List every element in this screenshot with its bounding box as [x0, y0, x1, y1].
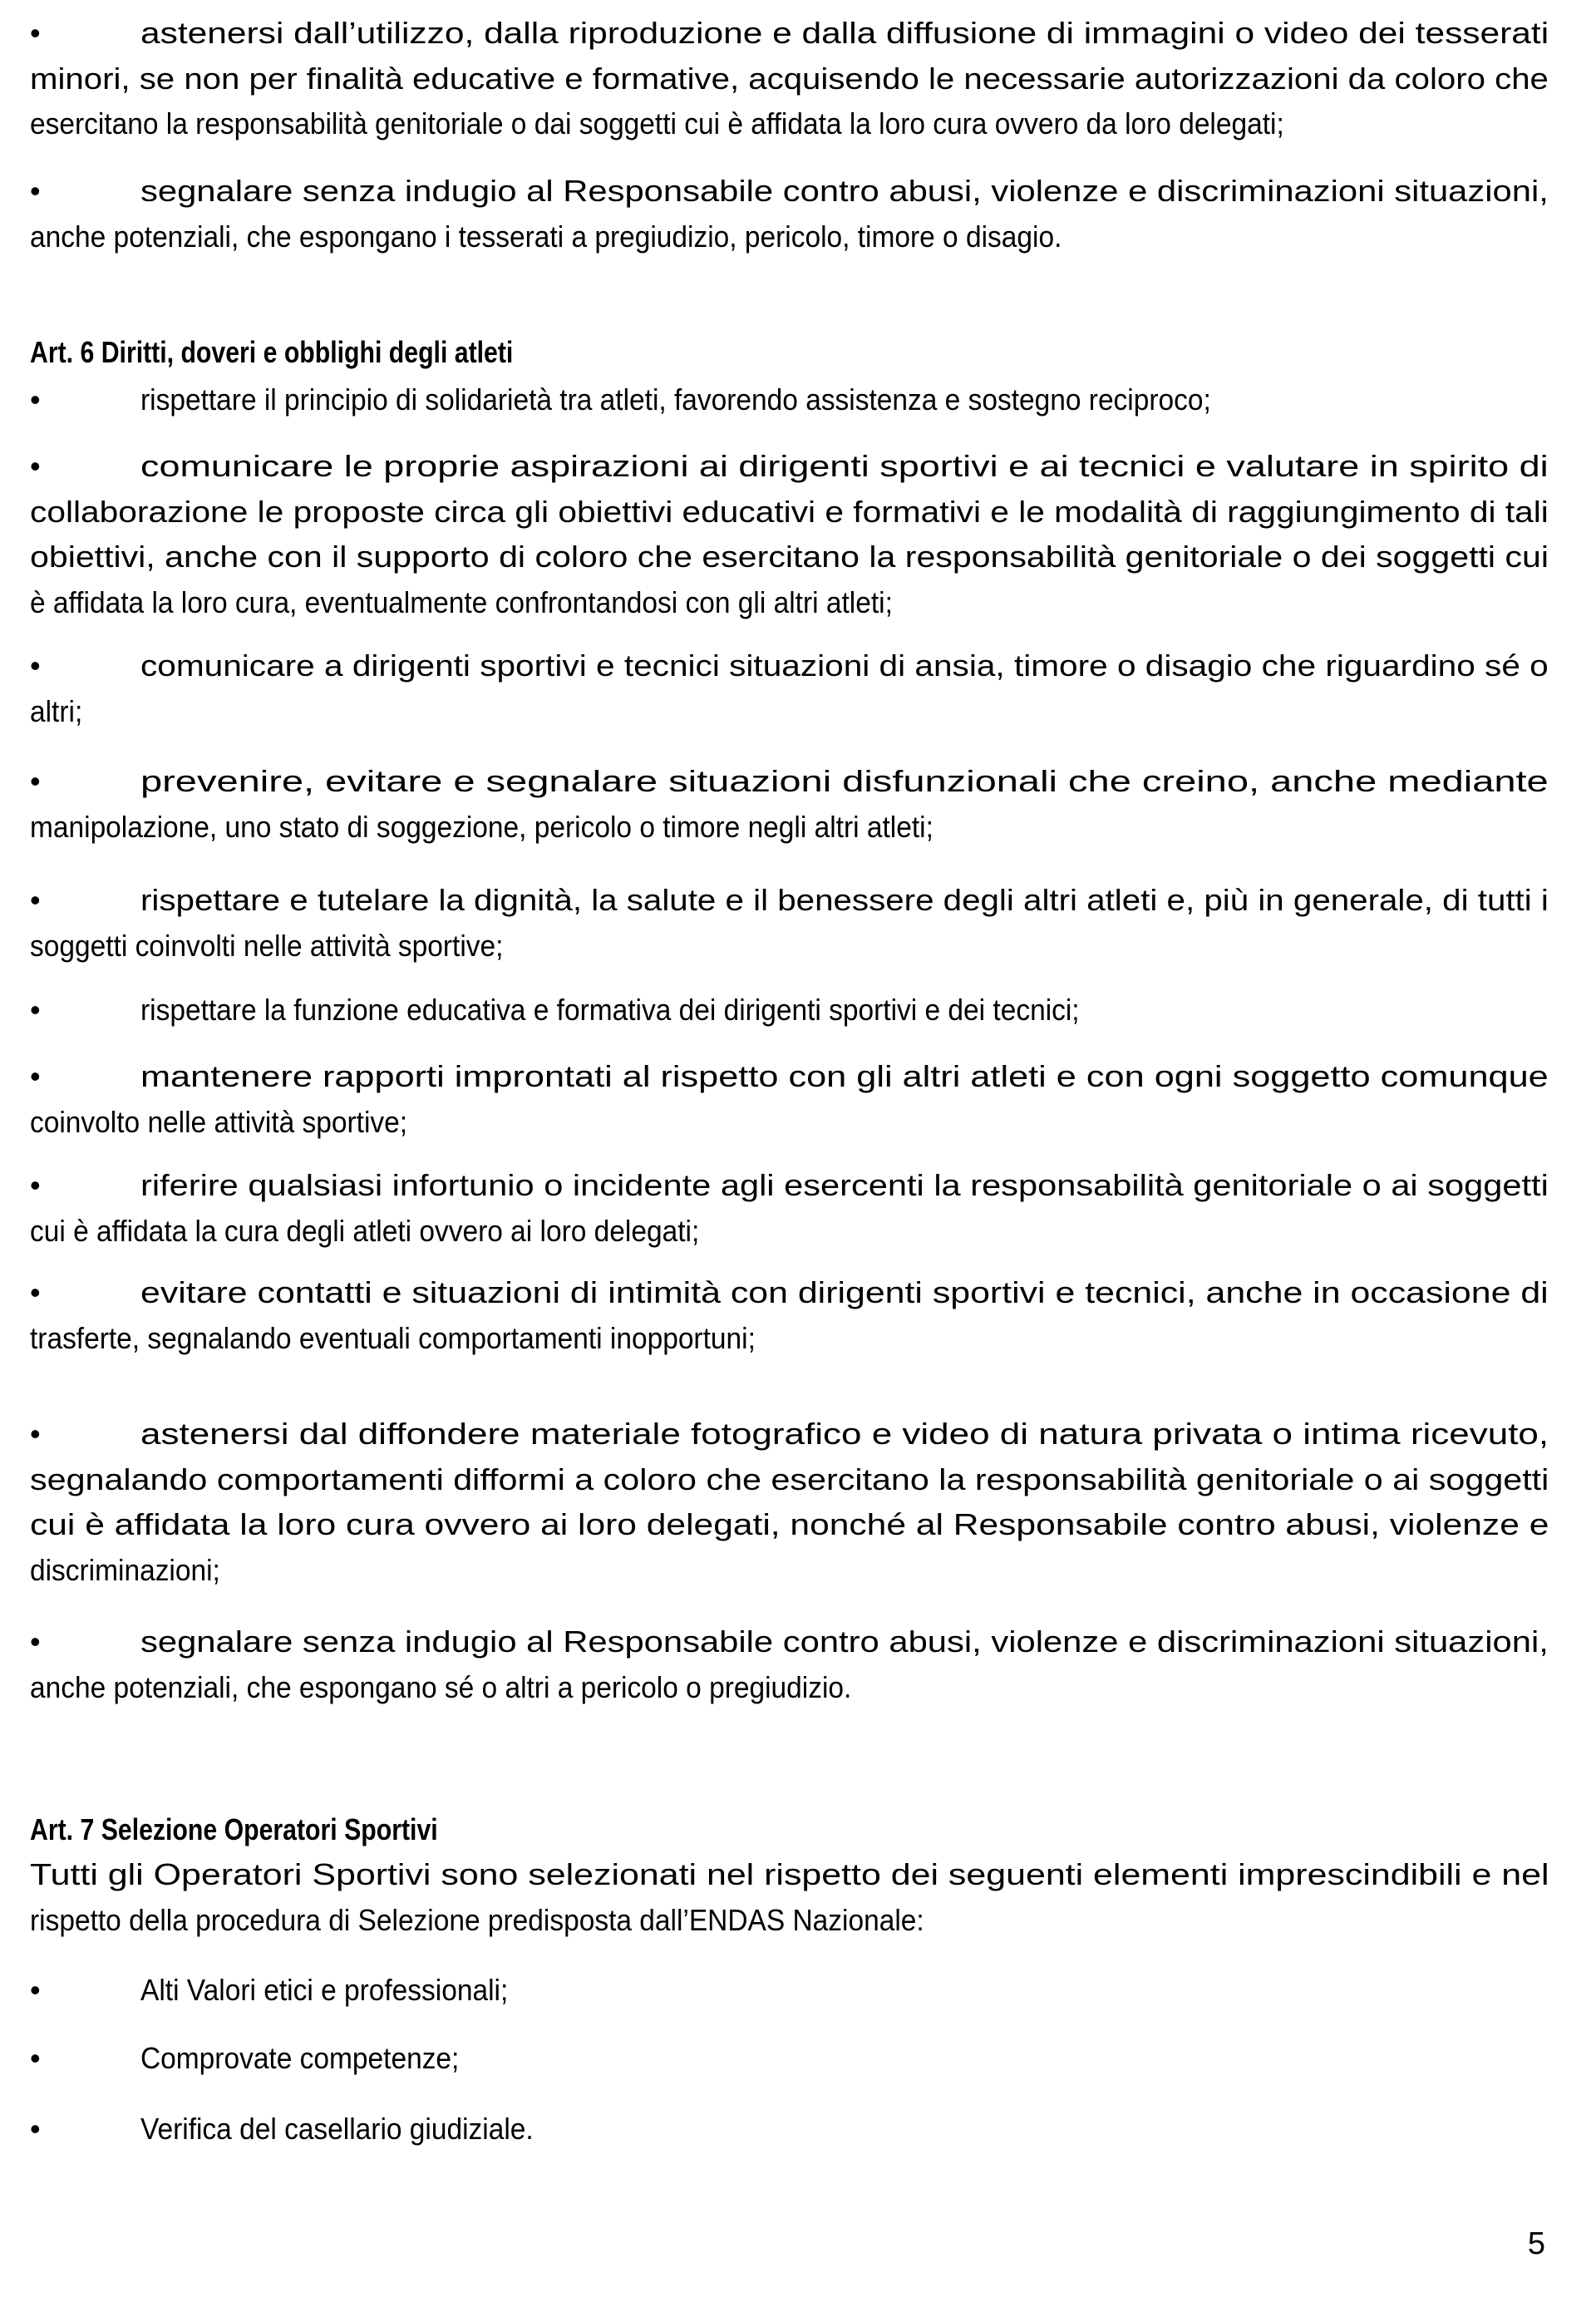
intro-paragraph: [30, 1852, 1549, 1943]
text-line: rispetto della procedura di Selezione predisposta dall’ENDAS Nazionale:: [30, 1902, 924, 1937]
bullet-icon: •: [30, 2041, 41, 2075]
text-line: altri;: [30, 693, 83, 728]
bullet-icon: •: [30, 1973, 41, 2007]
text-line: collaborazione le proposte circa gli obiettivi educativi e formativi e le modalità di raggiungimento di tali: [30, 494, 1549, 529]
heading-text: Art. 7 Selezione Operatori Sportivi: [30, 1812, 438, 1846]
page-number: 5: [1527, 2226, 1545, 2261]
list-item: [30, 988, 1549, 1033]
bullet-icon: •: [30, 16, 41, 50]
bullet-icon: •: [30, 993, 41, 1027]
bullet-icon: •: [30, 883, 41, 917]
list-item: [30, 11, 1549, 147]
text-line: minori, se non per finalità educative e formative, acquisendo le necessarie autorizzazioni da coloro che: [30, 61, 1549, 96]
bullet-icon: •: [30, 1624, 41, 1659]
text-line: segnalando comportamenti difformi a coloro che esercitano la responsabilità genitoriale o ai soggetti: [30, 1462, 1549, 1496]
bullet-icon: •: [30, 1059, 41, 1093]
text-line: manipolazione, uno stato di soggezione, pericolo o timore negli altri atleti;: [30, 809, 933, 844]
bullet-icon: •: [30, 1417, 41, 1451]
text-line: Verifica del casellario giudiziale.: [140, 2112, 534, 2146]
text-line: prevenire, evitare e segnalare situazioni disfunzionali che creino, anche mediante: [140, 764, 1549, 798]
list-item: [30, 759, 1549, 850]
bullet-icon: •: [30, 1275, 41, 1309]
bullet-icon: •: [30, 1168, 41, 1202]
text-line: segnalare senza indugio al Responsabile contro abusi, violenze e discriminazioni situazioni,: [140, 1624, 1549, 1659]
text-line: è affidata la loro cura, eventualmente confrontandosi con gli altri atleti;: [30, 584, 893, 619]
list-item: [30, 444, 1549, 625]
text-line: anche potenziali, che espongano sé o altri a pericolo o pregiudizio.: [30, 1669, 852, 1704]
text-line: segnalare senza indugio al Responsabile contro abusi, violenze e discriminazioni situazioni,: [140, 174, 1549, 208]
bullet-icon: •: [30, 2112, 41, 2146]
text-line: Comprovate competenze;: [140, 2041, 460, 2075]
text-line: trasferte, segnalando eventuali comportamenti inopportuni;: [30, 1320, 756, 1355]
text-line: comunicare le proprie aspirazioni ai dirigenti sportivi e ai tecnici e valutare in spirito di: [140, 449, 1549, 483]
bullet-icon: •: [30, 174, 41, 208]
list-item: [30, 2107, 1549, 2152]
bullet-icon: •: [30, 449, 41, 483]
list-item: [30, 1412, 1549, 1593]
list-item: [30, 1619, 1549, 1710]
text-line: astenersi dall’utilizzo, dalla riproduzione e dalla diffusione di immagini o video dei tesserati: [140, 16, 1549, 50]
section-heading-art7: [30, 1807, 1549, 1853]
list-item: [30, 1270, 1549, 1361]
bullet-icon: •: [30, 648, 41, 683]
text-line: rispettare il principio di solidarietà tra atleti, favorendo assistenza e sostegno reciproco;: [140, 382, 1211, 417]
text-line: riferire qualsiasi infortunio o incidente agli esercenti la responsabilità genitoriale o ai soggetti: [140, 1168, 1549, 1202]
list-item: [30, 643, 1549, 734]
text-line: anche potenziali, che espongano i tesserati a pregiudizio, pericolo, timore o disagio.: [30, 219, 1062, 254]
text-line: rispettare la funzione educativa e formativa dei dirigenti sportivi e dei tecnici;: [140, 993, 1080, 1027]
text-line: esercitano la responsabilità genitoriale o dai soggetti cui è affidata la loro cura ovvero da loro delegati;: [30, 106, 1284, 140]
list-item: [30, 169, 1549, 259]
section-heading-art6: [30, 330, 1549, 376]
heading-text: Art. 6 Diritti, doveri e obblighi degli atleti: [30, 335, 514, 369]
list-item: [30, 1163, 1549, 1254]
text-line: Tutti gli Operatori Sportivi sono selezionati nel rispetto dei seguenti elementi imprescindibili e nel: [30, 1857, 1549, 1891]
text-line: cui è affidata la loro cura ovvero ai loro delegati, nonché al Responsabile contro abusi, violenze e: [30, 1507, 1549, 1541]
text-line: evitare contatti e situazioni di intimità con dirigenti sportivi e tecnici, anche in occasione di: [140, 1275, 1549, 1309]
list-item: [30, 1968, 1549, 2014]
text-line: cui è affidata la cura degli atleti ovvero ai loro delegati;: [30, 1213, 700, 1248]
text-line: discriminazioni;: [30, 1552, 220, 1587]
text-line: mantenere rapporti improntati al rispetto con gli altri atleti e con ogni soggetto comunque: [140, 1059, 1549, 1093]
text-line: rispettare e tutelare la dignità, la salute e il benessere degli altri atleti e, più in generale, di tutti i: [140, 883, 1549, 917]
text-line: comunicare a dirigenti sportivi e tecnici situazioni di ansia, timore o disagio che riguardino sé o: [140, 648, 1549, 683]
list-item: [30, 377, 1549, 423]
list-item: [30, 1054, 1549, 1145]
bullet-icon: •: [30, 382, 41, 417]
text-line: soggetti coinvolti nelle attività sportive;: [30, 928, 504, 963]
text-line: Alti Valori etici e professionali;: [140, 1973, 509, 2007]
text-line: coinvolto nelle attività sportive;: [30, 1104, 408, 1139]
text-line: astenersi dal diffondere materiale fotografico e video di natura privata o intima ricevuto,: [140, 1417, 1549, 1451]
list-item: [30, 878, 1549, 969]
text-line: obiettivi, anche con il supporto di coloro che esercitano la responsabilità genitoriale o dei soggetti cui: [30, 540, 1549, 574]
list-item: [30, 2036, 1549, 2082]
bullet-icon: •: [30, 764, 41, 798]
